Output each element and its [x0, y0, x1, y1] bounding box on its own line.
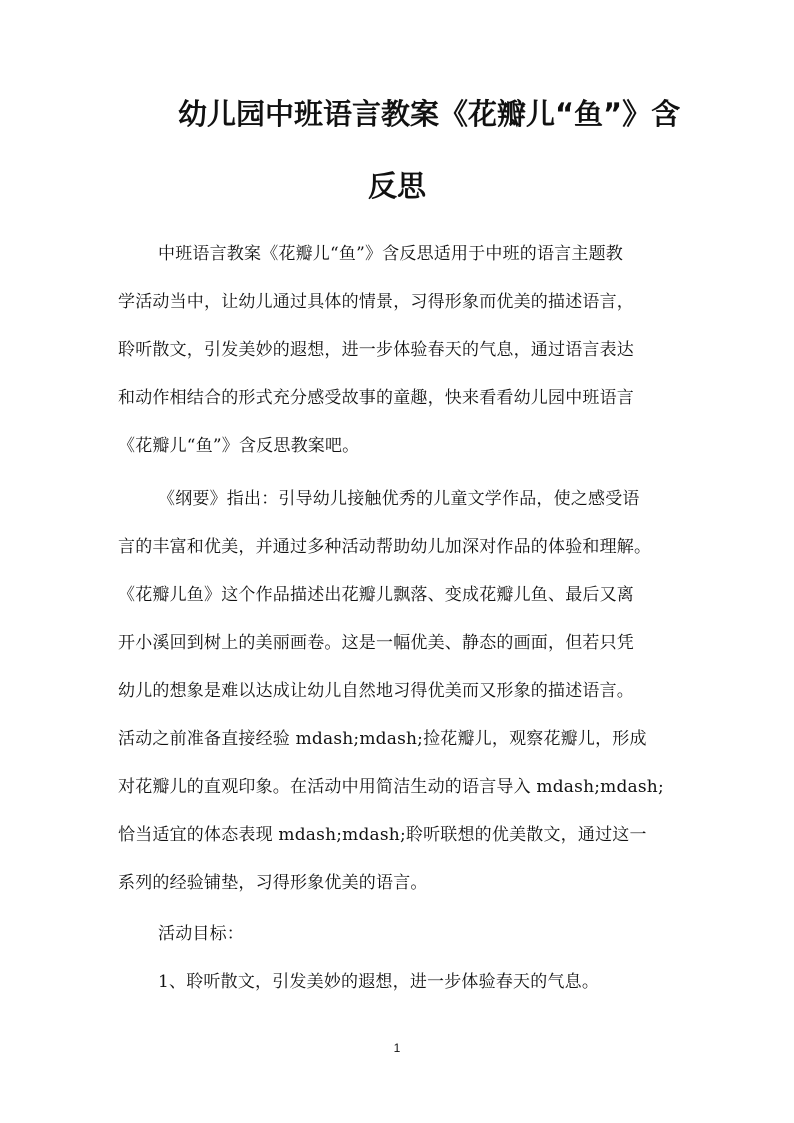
paragraph-2-line-6: 活动之前准备直接经验 mdash;mdash;捡花瓣儿，观察花瓣儿，形成 [118, 729, 647, 749]
paragraph-2-line-2: 言的丰富和优美，并通过多种活动帮助幼儿加深对作品的体验和理解。 [118, 537, 652, 557]
paragraph-1-line-2: 学活动当中，让幼儿通过具体的情景，习得形象而优美的描述语言， [118, 292, 634, 312]
paragraph-2-line-3: 《花瓣儿鱼》这个作品描述出花瓣儿飘落、变成花瓣儿鱼、最后又离 [118, 585, 634, 605]
paragraph-2-line-4: 开小溪回到树上的美丽画卷。这是一幅优美、静态的画面，但若只凭 [118, 633, 634, 653]
document-title-line-2: 反思 [367, 169, 426, 203]
paragraph-2-line-7: 对花瓣儿的直观印象。在活动中用简洁生动的语言导入 mdash;mdash; [118, 777, 664, 797]
paragraph-1-line-1: 中班语言教案《花瓣儿“鱼”》含反思适用于中班的语言主题教 [158, 244, 623, 264]
section-heading-objectives: 活动目标： [158, 924, 244, 944]
paragraph-2-line-5: 幼儿的想象是难以达成让幼儿自然地习得优美而又形象的描述语言。 [118, 681, 634, 701]
paragraph-1-line-5: 《花瓣儿“鱼”》含反思教案吧。 [118, 436, 360, 456]
paragraph-2-line-9: 系列的经验铺垫，习得形象优美的语言。 [118, 873, 428, 893]
paragraph-1-line-4: 和动作相结合的形式充分感受故事的童趣，快来看看幼儿园中班语言 [118, 388, 634, 408]
objective-item-1: 1、聆听散文，引发美妙的遐想，进一步体验春天的气息。 [158, 972, 600, 992]
paragraph-2-line-8: 恰当适宜的体态表现 mdash;mdash;聆听联想的优美散文，通过这一 [118, 825, 647, 845]
paragraph-2-line-1: 《纲要》指出：引导幼儿接触优秀的儿童文学作品，使之感受语 [158, 489, 640, 509]
document-title-line-1: 幼儿园中班语言教案《花瓣儿“鱼”》含 [178, 97, 681, 131]
paragraph-1-line-3: 聆听散文，引发美妙的遐想，进一步体验春天的气息，通过语言表达 [118, 340, 634, 360]
page-number: 1 [393, 1041, 401, 1055]
